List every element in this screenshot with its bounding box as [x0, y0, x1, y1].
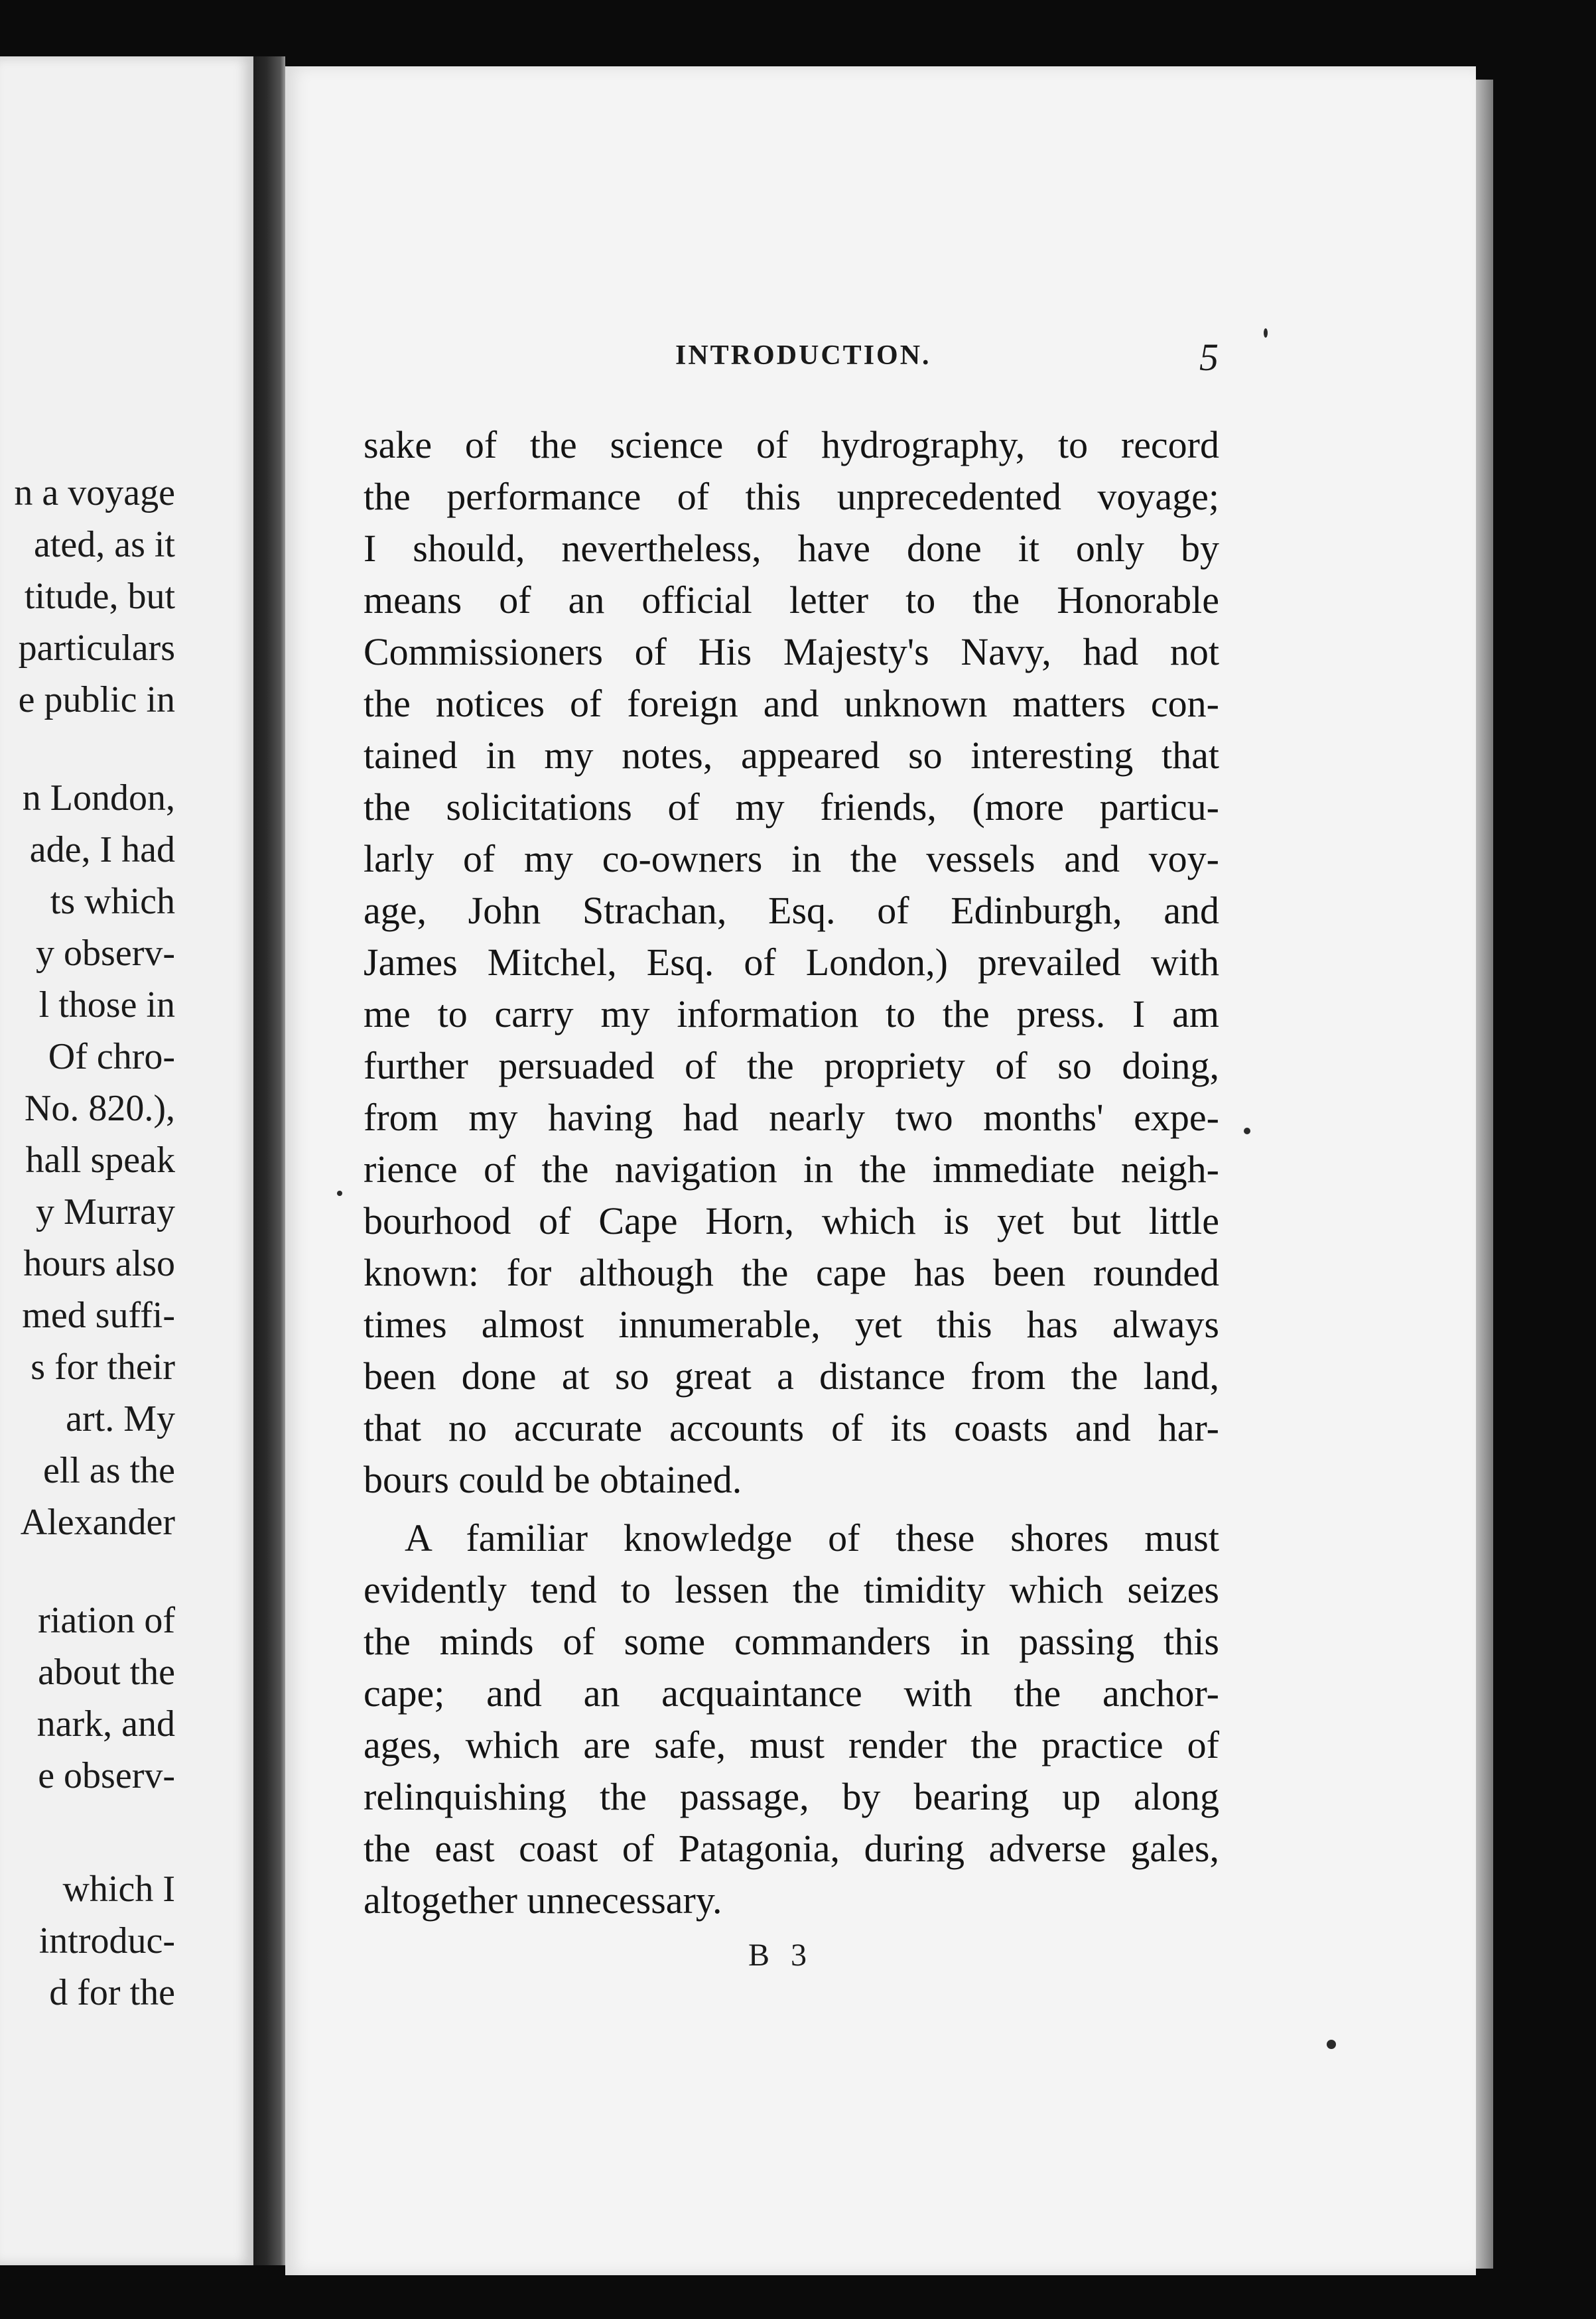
body-text-line: the solicitations of my friends, (more particu- [364, 785, 1219, 828]
facing-page-line: l those in [38, 984, 175, 1026]
facing-page-line: hours also [23, 1243, 175, 1284]
body-text-line: ages, which are safe, must render the practice of [364, 1723, 1219, 1766]
body-text-line: the minds of some commanders in passing this [364, 1620, 1219, 1663]
facing-page-line: e public in [18, 679, 175, 720]
body-text-line: relinquishing the passage, by bearing up along [364, 1775, 1219, 1818]
facing-page-line: y Murray [36, 1191, 175, 1232]
facing-page-fragment [0, 56, 253, 2265]
paper-speck [1327, 2040, 1336, 2049]
body-text-line: been done at so great a distance from the land, [364, 1355, 1219, 1398]
body-text-line: known: for although the cape has been rounded [364, 1251, 1219, 1294]
facing-page-line: No. 820.), [24, 1088, 175, 1129]
signature-mark: B 3 [748, 1938, 814, 1973]
body-text-line: the notices of foreign and unknown matters con- [364, 682, 1219, 725]
facing-page-line: n a voyage [14, 472, 175, 513]
facing-page-line: e observ- [38, 1755, 175, 1796]
facing-page-line: about the [38, 1652, 175, 1693]
body-text-line: cape; and an acquaintance with the anchor- [364, 1672, 1219, 1715]
body-text-line: bourhood of Cape Horn, which is yet but little [364, 1199, 1219, 1242]
body-text-line: from my having had nearly two months' expe- [364, 1096, 1219, 1139]
body-text-line: I should, nevertheless, have done it only by [364, 527, 1219, 570]
facing-page-line: med suffi- [22, 1295, 175, 1336]
facing-page-line: introduc- [38, 1920, 175, 1961]
body-text-line: bours could be obtained. [364, 1458, 742, 1501]
facing-page-line: d for the [49, 1972, 175, 2013]
body-text-line: evidently tend to lessen the timidity which seizes [364, 1568, 1219, 1611]
body-text-line: the performance of this unprecedented voyage; [364, 475, 1219, 518]
facing-page-line: art. My [66, 1398, 175, 1439]
facing-page-line: particulars [18, 628, 175, 669]
facing-page-line: ade, I had [29, 829, 175, 870]
facing-page-line: nark, and [36, 1703, 175, 1745]
facing-page-line: Alexander [20, 1502, 175, 1543]
paper-speck [1264, 328, 1268, 338]
running-head: INTRODUCTION. [675, 340, 931, 371]
book-gutter [253, 56, 285, 2265]
body-text-line: means of an official letter to the Honorable [364, 578, 1219, 622]
facing-page-line: s for their [31, 1347, 175, 1388]
facing-page-line: riation of [38, 1600, 175, 1641]
facing-page-line: y observ- [36, 933, 175, 974]
body-text-line: Commissioners of His Majesty's Navy, had not [364, 630, 1219, 673]
body-text-line: times almost innumerable, yet this has always [364, 1303, 1219, 1346]
body-text-line: me to carry my information to the press. I am [364, 992, 1219, 1035]
body-text-line: the east coast of Patagonia, during adverse gales, [364, 1827, 1219, 1870]
body-text-line: tained in my notes, appeared so interesting that [364, 734, 1219, 777]
facing-page-line: n London, [22, 777, 175, 819]
body-text-line: A familiar knowledge of these shores must [405, 1516, 1219, 1559]
facing-page-line: which I [62, 1869, 175, 1910]
facing-page-line: ell as the [42, 1450, 175, 1491]
body-text-line: altogether unnecessary. [364, 1879, 722, 1922]
body-text-line: further persuaded of the propriety of so doing, [364, 1044, 1219, 1087]
page-number: 5 [1199, 336, 1219, 379]
body-text-line: rience of the navigation in the immediate neigh- [364, 1148, 1219, 1191]
body-text-line: larly of my co-owners in the vessels and voy- [364, 837, 1219, 880]
facing-page-line: Of chro- [48, 1036, 175, 1077]
page-edge [1476, 80, 1493, 2269]
facing-page-line: ts which [50, 881, 175, 922]
body-text-line: sake of the science of hydrography, to record [364, 423, 1219, 466]
body-text-line: James Mitchel, Esq. of London,) prevailed with [364, 941, 1219, 984]
facing-page-line: ated, as it [33, 524, 175, 565]
body-text-line: that no accurate accounts of its coasts and har- [364, 1406, 1219, 1449]
facing-page-line: titude, but [24, 576, 175, 617]
paper-speck [337, 1191, 342, 1196]
body-text-line: age, John Strachan, Esq. of Edinburgh, and [364, 889, 1219, 932]
paper-speck [1244, 1128, 1250, 1134]
facing-page-line: hall speak [25, 1140, 175, 1181]
